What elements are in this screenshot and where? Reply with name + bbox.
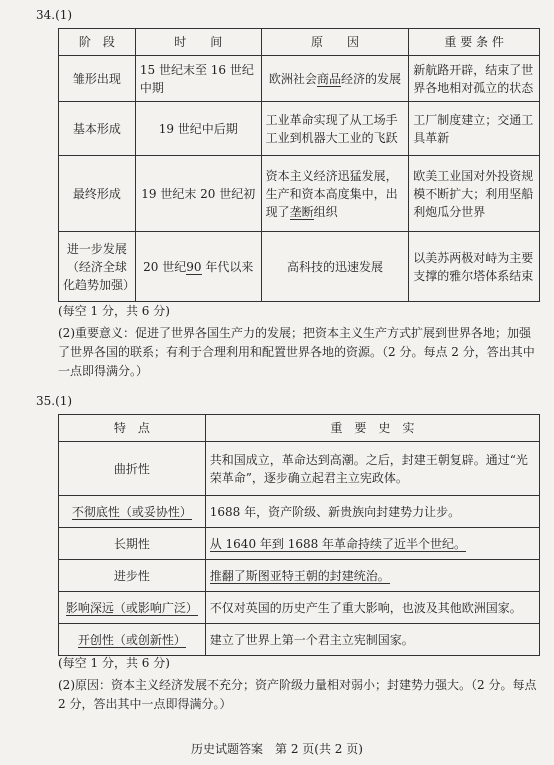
time-text: 年代以来 xyxy=(201,259,254,274)
col-header-time: 时 间 xyxy=(135,29,261,56)
condition-cell: 工厂制度建立；交通工具革新 xyxy=(409,102,540,156)
reason-cell: 工业革命实现了从工场手工业到机器大工业的飞跃 xyxy=(261,102,409,156)
q34-heading: 34.(1) xyxy=(36,8,73,22)
time-cell: 19 世纪末 20 世纪初 xyxy=(135,156,261,232)
condition-cell: 新航路开辟，结束了世界各地相对孤立的状态 xyxy=(409,56,540,102)
time-text: 20 世纪 xyxy=(143,259,187,274)
table-row xyxy=(59,496,540,528)
q35-table xyxy=(58,414,540,656)
reason-cell xyxy=(261,56,409,102)
time-cell: 19 世纪中后期 xyxy=(135,102,261,156)
time-cell xyxy=(135,232,261,302)
page-footer: 历史试题答案 第 2 页(共 2 页) xyxy=(191,742,363,756)
q34-score-note: (每空 1 分，共 6 分) xyxy=(58,304,170,318)
col-header-stage: 阶 段 xyxy=(59,29,136,56)
col-header-fact: 重 要 史 实 xyxy=(205,415,539,442)
fact-cell: 共和国成立，革命达到高潮。之后，封建王朝复辟。通过“光荣革命”，逐步确立起君主立宪政体。 xyxy=(205,442,539,496)
answer-blank: 商品 xyxy=(316,71,341,86)
table-row xyxy=(59,624,540,656)
feature-cell xyxy=(59,624,206,656)
table-header-row xyxy=(59,415,540,442)
col-header-reason: 原 因 xyxy=(261,29,409,56)
col-header-feature: 特 点 xyxy=(59,415,206,442)
condition-cell: 欧美工业国对外投资规模不断扩大；利用坚船利炮瓜分世界 xyxy=(409,156,540,232)
feature-cell xyxy=(59,496,206,528)
stage-cell: 进一步发展（经济全球化趋势加强） xyxy=(59,232,136,302)
q35-heading: 35.(1) xyxy=(36,394,73,408)
q35-part2: (2)原因：资本主义经济发展不充分；资产阶级力量相对弱小；封建势力强大。（2 分。每点 2 分，答出其中一点即得满分。） xyxy=(58,678,537,711)
feature-cell: 进步性 xyxy=(59,560,206,592)
answer-blank: 垄断 xyxy=(289,204,314,219)
reason-cell xyxy=(261,156,409,232)
fact-cell: 1688 年，资产阶级、新贵族向封建势力让步。 xyxy=(205,496,539,528)
condition-cell: 以美苏两极对峙为主要支撑的雅尔塔体系结束 xyxy=(409,232,540,302)
answer-blank: 不彻底性（或妥协性） xyxy=(71,504,192,519)
answer-blank: 推翻了斯图亚特王朝的封建统治。 xyxy=(209,568,390,583)
q35-score-note: (每空 1 分，共 6 分) xyxy=(58,656,170,670)
reason-text: 欧洲社会 xyxy=(268,71,317,86)
fact-cell: 不仅对英国的历史产生了重大影响，也波及其他欧洲国家。 xyxy=(205,592,539,624)
table-header-row xyxy=(59,29,540,56)
fact-cell xyxy=(205,528,539,560)
fact-cell xyxy=(205,560,539,592)
answer-blank: 开创性（或创新性） xyxy=(77,632,186,647)
reason-text: 经济的发展 xyxy=(340,71,401,86)
reason-text: 组织 xyxy=(313,204,338,219)
table-row xyxy=(59,156,540,232)
table-row xyxy=(59,56,540,102)
q34-table xyxy=(58,28,540,302)
feature-cell xyxy=(59,592,206,624)
table-row xyxy=(59,560,540,592)
table-row xyxy=(59,528,540,560)
feature-cell: 曲折性 xyxy=(59,442,206,496)
reason-text: 资本主义经济迅猛发展，生产和资本高度集中，出现了 xyxy=(265,168,398,219)
answer-blank: 影响深远（或影响广泛） xyxy=(65,600,198,615)
col-header-condition: 重 要 条 件 xyxy=(409,29,540,56)
table-row xyxy=(59,592,540,624)
q34-part2: (2)重要意义：促进了世界各国生产力的发展；把资本主义生产方式扩展到世界各地；加强了世界各国的联系；有利于合理利用和配置世界各地的资源。（2 分。每点 2 分，答出其中一点即得满分。） xyxy=(58,326,535,378)
table-row xyxy=(59,442,540,496)
stage-cell: 基本形成 xyxy=(59,102,136,156)
stage-cell: 最终形成 xyxy=(59,156,136,232)
stage-cell: 雏形出现 xyxy=(59,56,136,102)
reason-cell: 高科技的迅速发展 xyxy=(261,232,409,302)
answer-blank: 从 1640 年到 1688 年革命持续了近半个世纪。 xyxy=(209,536,467,551)
time-cell: 15 世纪末至 16 世纪中期 xyxy=(135,56,261,102)
fact-cell: 建立了世界上第一个君主立宪制国家。 xyxy=(205,624,539,656)
feature-cell: 长期性 xyxy=(59,528,206,560)
answer-blank: 90 xyxy=(186,259,202,274)
table-row xyxy=(59,232,540,302)
table-row xyxy=(59,102,540,156)
